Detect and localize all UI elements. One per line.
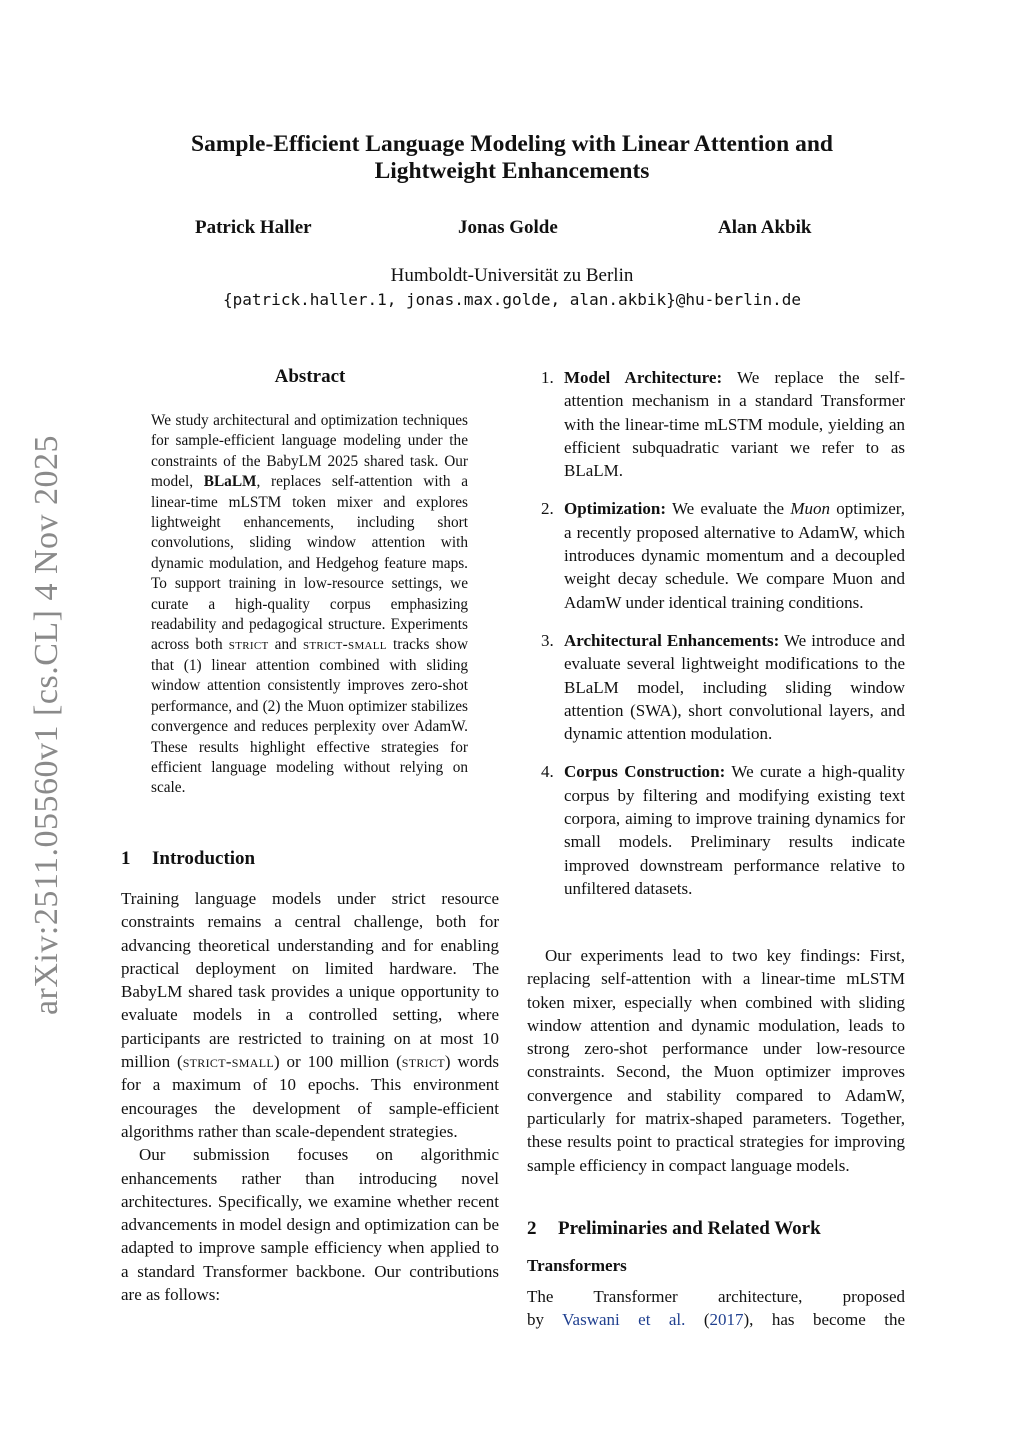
item-text-a: We evaluate the [666,499,791,519]
title-line-2: Lightweight Enhancements [374,158,650,184]
item-emphasis: Muon [790,499,831,519]
item-heading: Corpus Construction: [564,762,726,782]
abstract-text-4: tracks show that (1) linear attention combined with sliding window attention consistently improves zero-shot performance, and (2) the Muon optimizer stabilizes convergence and reduces perplexity over AdamW. These results highlight effective strategies for efficient language modeling without relying on scale. [151,636,468,797]
author-2: Jonas Golde [458,217,558,238]
paper-title [120,131,904,185]
item-number: 2. [541,499,554,519]
strict-small-label: strict-small [182,1052,274,1072]
transformers-body [527,1285,905,1332]
contribution-item-4 [527,760,905,900]
item-number: 1. [541,368,554,387]
cite-open: ( [685,1310,710,1330]
item-heading: Model Architecture: [564,368,723,387]
model-name: BLaLM [203,473,257,491]
intro-paragraph-2: Our submission focuses on algorithmic enhancements rather than introducing novel architectures. Specifically, we examine whether recent advancements in model design and optimization can be adapted to improve sample efficiency when applied to a standard Transformer backbone. Our contributions are as follows: [121,1145,499,1305]
section-number: 2 [527,1218,537,1239]
section-title: Introduction [152,848,256,869]
author-emails: {patrick.haller.1, jonas.max.golde, alan.akbik}@hu-berlin.de [223,290,801,309]
findings-body [527,944,905,1177]
abstract-text-3: and [268,636,303,654]
citation-vaswani-link[interactable]: Vaswani et al. [562,1310,686,1330]
contribution-item-2 [527,497,905,613]
intro-p1-text-a: Training language models under strict resource constraints remains a central challenge, both for advancing theoretical understanding and for enabling practical deployment on limited hardware. The BabyLM shared task provides a unique opportunity to evaluate models in a controlled setting, where participants are restricted to training on at most 10 million ( [121,889,499,1072]
item-heading: Architectural Enhancements: [564,630,780,650]
contribution-item-1 [527,366,905,482]
section-2-heading [527,1218,821,1240]
item-number: 4. [541,762,554,782]
strict-small-track: strict-small [302,636,387,654]
abstract-body [151,411,468,799]
section-number: 1 [121,848,131,869]
transformers-line-2 [527,1308,905,1331]
introduction-body [121,887,499,1306]
author-3: Alan Akbik [718,217,812,238]
section-title: Preliminaries and Related Work [558,1218,821,1239]
item-text: We replace the self-attention mechanism in a standard Transformer with the linear-time mLSTM module, yielding an efficient subquadratic variant we refer to as BLaLM. [564,368,906,481]
section-1-heading [121,848,255,870]
item-number: 3. [541,630,554,650]
item-text: We curate a high-quality corpus by filtering and modifying existing text corpora, aiming to improve training dynamics for small models. Preliminary results indicate improved downstream performance relative to unfiltered datasets. [564,762,905,898]
item-heading: Optimization: [564,499,666,519]
findings-paragraph: Our experiments lead to two key findings: First, replacing self-attention with a linear-time mLSTM token mixer, especially when combined with sliding window attention and dynamic modulation, leads to strong zero-shot performance under low-resource constraints. Second, the Muon optimizer improves convergence and stability compared to AdamW, particularly for matrix-shaped parameters. Together, these results point to practical strategies for improving sample efficiency in compact language models. [527,946,905,1175]
transformers-line-1: The Transformer architecture, proposed [527,1287,905,1306]
arxiv-id-text: arXiv:2511.05560v1 [cs.CL] 4 Nov 2025 [28,434,65,1016]
item-text-b: optimizer, a recently proposed alternative to AdamW, which introduces dynamic momentum and a decoupled weight decay schedule. We compare Muon and AdamW under identical training conditions. [564,499,906,612]
arxiv-identifier [22,430,72,1020]
abstract-text-2: , replaces self-attention with a linear-time mLSTM token mixer and explores lightweight enhancements, including short convolutions, sliding window attention with dynamic modulation, and Hedgehog feature maps. To support training in low-resource settings, we curate a high-quality corpus emphasizing readability and pedagogical structure. Experiments across both [151,473,468,654]
abstract-text-1: We study architectural and optimization techniques for sample-efficient language modeling under the constraints of the BabyLM 2025 shared task. Our model, [151,412,468,491]
contributions-list [527,366,905,915]
title-line-1: Sample-Efficient Language Modeling with Linear Attention and [191,131,833,157]
abstract-heading: Abstract [274,366,346,387]
subsection-transformers: Transformers [527,1256,627,1275]
strict-label: strict [401,1052,445,1072]
intro-p1-text-b: ) or 100 million ( [273,1052,402,1072]
text-by: by [527,1310,563,1330]
contribution-item-3 [527,629,905,745]
intro-paragraph-1 [121,887,499,1143]
text-has-become: ), has become the [743,1310,906,1330]
affiliation: Humboldt-Universität zu Berlin [390,265,634,286]
intro-p1-text-c: ) words for a maximum of 10 epochs. This environment encourages the development of sample-efficient algorithms rather than scale-dependent strategies. [121,1052,500,1141]
item-text: We introduce and evaluate several lightweight modifications to the BLaLM model, including sliding window attention (SWA), short convolutional layers, and dynamic attention modulation. [564,630,905,744]
strict-track: strict [228,636,269,654]
citation-year-link[interactable]: 2017 [709,1310,744,1330]
author-1: Patrick Haller [195,217,312,238]
